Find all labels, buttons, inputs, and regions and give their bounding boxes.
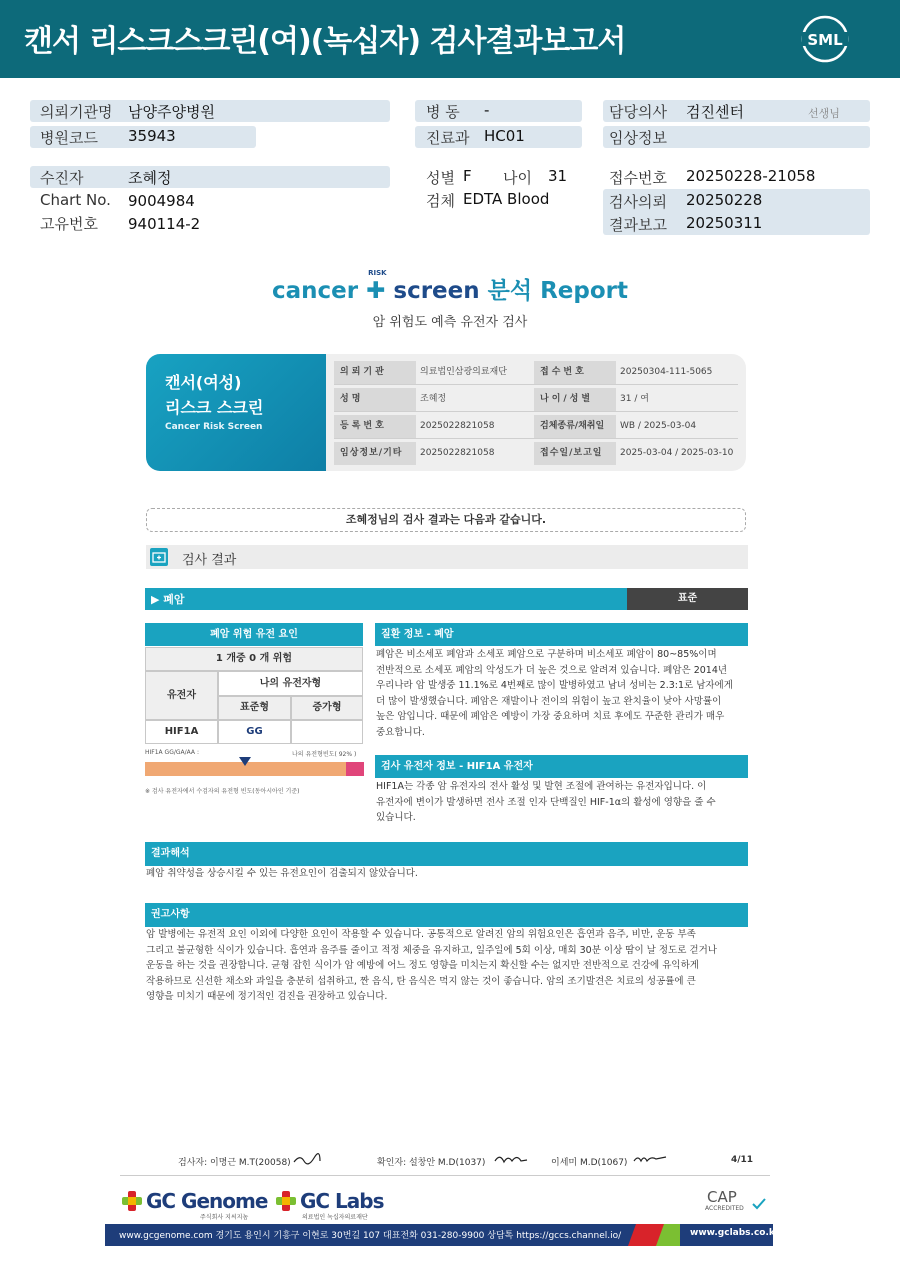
increase-col-header: 증가형: [291, 696, 363, 720]
sex-label: 성별: [426, 169, 455, 187]
gc-labs-cross-icon: [274, 1189, 298, 1213]
card-row: [334, 388, 738, 412]
my-genotype-header: 나의 유전자형: [218, 671, 363, 696]
section-title: 검사 결과: [182, 553, 237, 568]
gene-table-title: 폐암 위험 유전 요인: [145, 623, 363, 646]
receipt-label: 접수번호: [609, 169, 667, 187]
frequency-bar: [145, 762, 364, 776]
card-title-3: Cancer Risk Screen: [165, 422, 263, 432]
brand-plus-icon: ✚: [366, 278, 386, 304]
doctor-suffix: 선생님: [808, 107, 840, 120]
frequency-note: ※ 검사 유전자에서 수검자의 유전형 빈도(동아시아인 기준): [145, 788, 300, 795]
unique-label: 고유번호: [40, 215, 98, 233]
card-value: 2025022821058: [420, 448, 495, 458]
age-label: 나이: [503, 169, 532, 187]
examiner-sign-icon: [292, 1152, 322, 1166]
specimen-label: 검체: [426, 192, 455, 210]
doctor-label: 담당의사: [609, 103, 667, 121]
text-line: 암 발병에는 유전적 요인 이외에 다양한 요인이 작용할 수 있습니다. 공통적으로 알려진 암의 위험요인은 흡연과 음주, 비만, 운동 부족: [146, 929, 696, 940]
confirmer-sign-icon: [493, 1152, 529, 1166]
clinical-label: 임상정보: [609, 129, 667, 147]
brand-report: 분석 Report: [487, 278, 629, 304]
report-date-value: 20250311: [686, 214, 763, 232]
disease-info-text: [376, 647, 748, 740]
request-value: 20250228: [686, 191, 763, 209]
confirmer2-signature: 이세미 M.D(1067): [551, 1158, 628, 1168]
ward-value: -: [484, 101, 490, 119]
card-value: 20250304-111-5065: [620, 367, 713, 377]
card-key: 임상정보/기타: [334, 442, 416, 465]
card-title-2: 리스크 스크린: [165, 398, 264, 417]
specimen-value: EDTA Blood: [463, 190, 550, 208]
cap-logo: CAP: [707, 1188, 737, 1206]
result-summary: 조혜정님의 검사 결과는 다음과 같습니다.: [146, 508, 746, 532]
section-header: [146, 545, 748, 569]
card-key: 검체종류/채취일: [534, 415, 616, 438]
gc-labs-logo: GC Labs: [300, 1189, 384, 1213]
institution-value: 남양주양병원: [128, 103, 215, 121]
age-value: 31: [548, 167, 568, 185]
gc-genome-logo: GC Genome: [146, 1189, 268, 1213]
cancer-type-bar: [145, 588, 748, 610]
unique-value: 940114-2: [128, 215, 201, 233]
text-line: 있습니다.: [376, 812, 416, 823]
brand-risk-tag: RISK: [368, 269, 387, 277]
text-line: 영향을 미치기 때문에 정기적인 검진을 권장하고 있습니다.: [146, 991, 388, 1002]
gc-genome-cross-icon: [120, 1189, 144, 1213]
gc-labs-sub: 의료법인 녹십자의료재단: [302, 1214, 368, 1221]
frequency-left-label: HIF1A GG/GA/AA :: [145, 749, 199, 756]
gene-info-text: [376, 779, 748, 826]
doctor-value: 검진센터: [686, 103, 744, 121]
brand-screen: screen: [393, 278, 480, 304]
card-value: 31 / 여: [620, 394, 649, 404]
card-banner: [146, 354, 326, 471]
confirmer-signature: 확인자: 설창안 M.D(1037): [377, 1158, 486, 1168]
gene-count-line: 1 개중 0 개 위험: [145, 647, 363, 671]
receipt-value: 20250228-21058: [686, 167, 816, 185]
footer-divider: [120, 1175, 770, 1176]
text-line: 폐암은 비소세포 폐암과 소세포 폐암으로 구분하며 비소세포 폐암이 80~85%이며: [376, 649, 717, 660]
gene-name-cell: HIF1A: [145, 720, 218, 744]
report-header: [0, 0, 900, 78]
institution-label: 의뢰기관명: [40, 103, 113, 121]
brand-risk-wrap: [366, 269, 387, 304]
examiner-signature: 검사자: 이명근 M.T(20058): [178, 1158, 291, 1168]
footer-address: www.gcgenome.com 경기도 용인시 기흥구 이현로 30번길 107 대표전화 031-280-9900 상담톡 https://gccs.channel.io/: [119, 1231, 622, 1241]
confirmer2-sign-icon: [632, 1153, 668, 1165]
report-title: 캔서 리스크스크린(여)(녹십자) 검사결과보고서: [24, 24, 626, 59]
card-row: [334, 442, 738, 466]
card-value: 2025-03-04 / 2025-03-10: [620, 448, 734, 458]
card-key: 의뢰기관: [334, 361, 416, 384]
summary-card: [146, 354, 746, 471]
request-label: 검사의뢰: [609, 193, 667, 211]
dept-value: HC01: [484, 127, 525, 145]
text-line: HIF1A는 각종 암 유전자의 전사 활성 및 발현 조절에 관여하는 유전자입니다. 이: [376, 781, 707, 792]
name-value: 조혜정: [128, 169, 172, 187]
recommendation-text: [146, 927, 748, 1005]
dept-label: 진료과: [426, 129, 470, 147]
sml-logo-text: SML: [807, 31, 843, 49]
text-line: 전반적으로 소세포 폐암의 악성도가 더 높은 것으로 알려져 있습니다. 폐암은 2014년: [376, 664, 728, 676]
disease-info-header: 질환 정보 - 폐암: [375, 623, 748, 646]
card-value: WB / 2025-03-04: [620, 421, 697, 431]
hospital-code-value: 35943: [128, 127, 176, 145]
card-title-1: 캔서(여성): [165, 373, 242, 392]
card-value: 조혜정: [420, 394, 447, 404]
footer-url-bar: [680, 1224, 780, 1246]
name-label: 수진자: [40, 169, 84, 187]
interpretation-header: 결과해석: [145, 842, 748, 866]
cancer-status: 표준: [627, 588, 748, 610]
page-number: 4/11: [731, 1155, 754, 1165]
recommendation-header: 권고사항: [145, 903, 748, 927]
frequency-marker-icon: [239, 757, 251, 766]
card-row: [334, 415, 738, 439]
cancer-name: ▶ 폐암: [151, 593, 185, 606]
name-row-bg: [30, 166, 390, 188]
frequency-bar-tail: [346, 762, 364, 776]
gc-genome-sub: 주식회사 지씨지놈: [200, 1214, 249, 1221]
cap-check-icon: [752, 1198, 766, 1210]
text-line: 작용하므로 신선한 채소와 과일을 충분히 섭취하고, 짠 음식, 탄 음식은 먹지 않는 것이 좋습니다. 암의 조기발견은 치료의 성공률에 큰: [146, 975, 696, 987]
interpretation-text: 폐암 취약성을 상승시킬 수 있는 유전요인이 검출되지 않았습니다.: [146, 868, 418, 879]
gene-info-header: 검사 유전자 정보 - HIF1A 유전자: [375, 755, 748, 778]
sex-value: F: [463, 167, 472, 185]
hospital-code-label: 병원코드: [40, 129, 98, 147]
text-line: 그리고 불균형한 식이가 있습니다. 흡연과 음주를 줄이고 적정 체중을 유지하고, 일주일에 5회 이상, 매회 30분 이상 땀이 날 정도로 걷거나: [146, 944, 717, 956]
card-value: 2025022821058: [420, 421, 495, 431]
sml-logo-icon: [800, 14, 850, 64]
brand-cancer: cancer: [271, 278, 359, 304]
text-line: 운동을 하는 것을 권장합니다. 균형 잡힌 식이가 암 예방에 어느 정도 영향을 미치는지 확신할 수는 없지만 전반적으로 건강에 유익하게: [146, 960, 699, 971]
text-line: 중요합니다.: [376, 726, 425, 738]
report-date-label: 결과보고: [609, 216, 667, 234]
card-value: 의료법인삼광의료재단: [420, 367, 507, 377]
standard-value-cell: GG: [218, 720, 291, 744]
increase-value-cell: [291, 720, 363, 744]
chart-value: 9004984: [128, 192, 195, 210]
cap-accredited: ACCREDITED: [705, 1205, 744, 1212]
gene-col-header: 유전자: [145, 671, 218, 720]
text-line: 더 많이 발생했습니다. 폐암은 재발이나 전이의 위험이 높고 완치율이 낮아 사망률이: [376, 695, 722, 707]
text-line: 우리나라 암 발생중 11.1%로 4번째로 많이 발병하였고 남녀 성비는 2.3:1로 남자에게: [376, 680, 733, 691]
text-line: 유전자에 변이가 발생하면 전사 조절 인자 단백질인 HIF-1α의 활성에 영향을 줄 수: [376, 796, 716, 808]
frequency-right-label: 나의 유전형빈도( 92% ): [292, 751, 357, 758]
text-line: 높은 암입니다. 때문에 폐암은 예방이 가장 중요하며 치료 후에도 꾸준한 관리가 매우: [376, 711, 725, 722]
standard-col-header: 표준형: [218, 696, 291, 720]
card-row: [334, 361, 738, 385]
card-key: 접수번호: [534, 361, 616, 384]
chart-label: Chart No.: [40, 191, 111, 209]
ward-label: 병 동: [426, 103, 460, 121]
footer-url: www.gclabs.co.kr: [690, 1228, 780, 1238]
result-folder-icon: [150, 548, 168, 566]
report-brand: [0, 269, 900, 305]
card-key: 성명: [334, 388, 416, 411]
card-key: 접수일/보고일: [534, 442, 616, 465]
report-subtitle: 암 위험도 예측 유전자 검사: [372, 315, 528, 330]
card-key: 등록번호: [334, 415, 416, 438]
card-key: 나이/성별: [534, 388, 616, 411]
